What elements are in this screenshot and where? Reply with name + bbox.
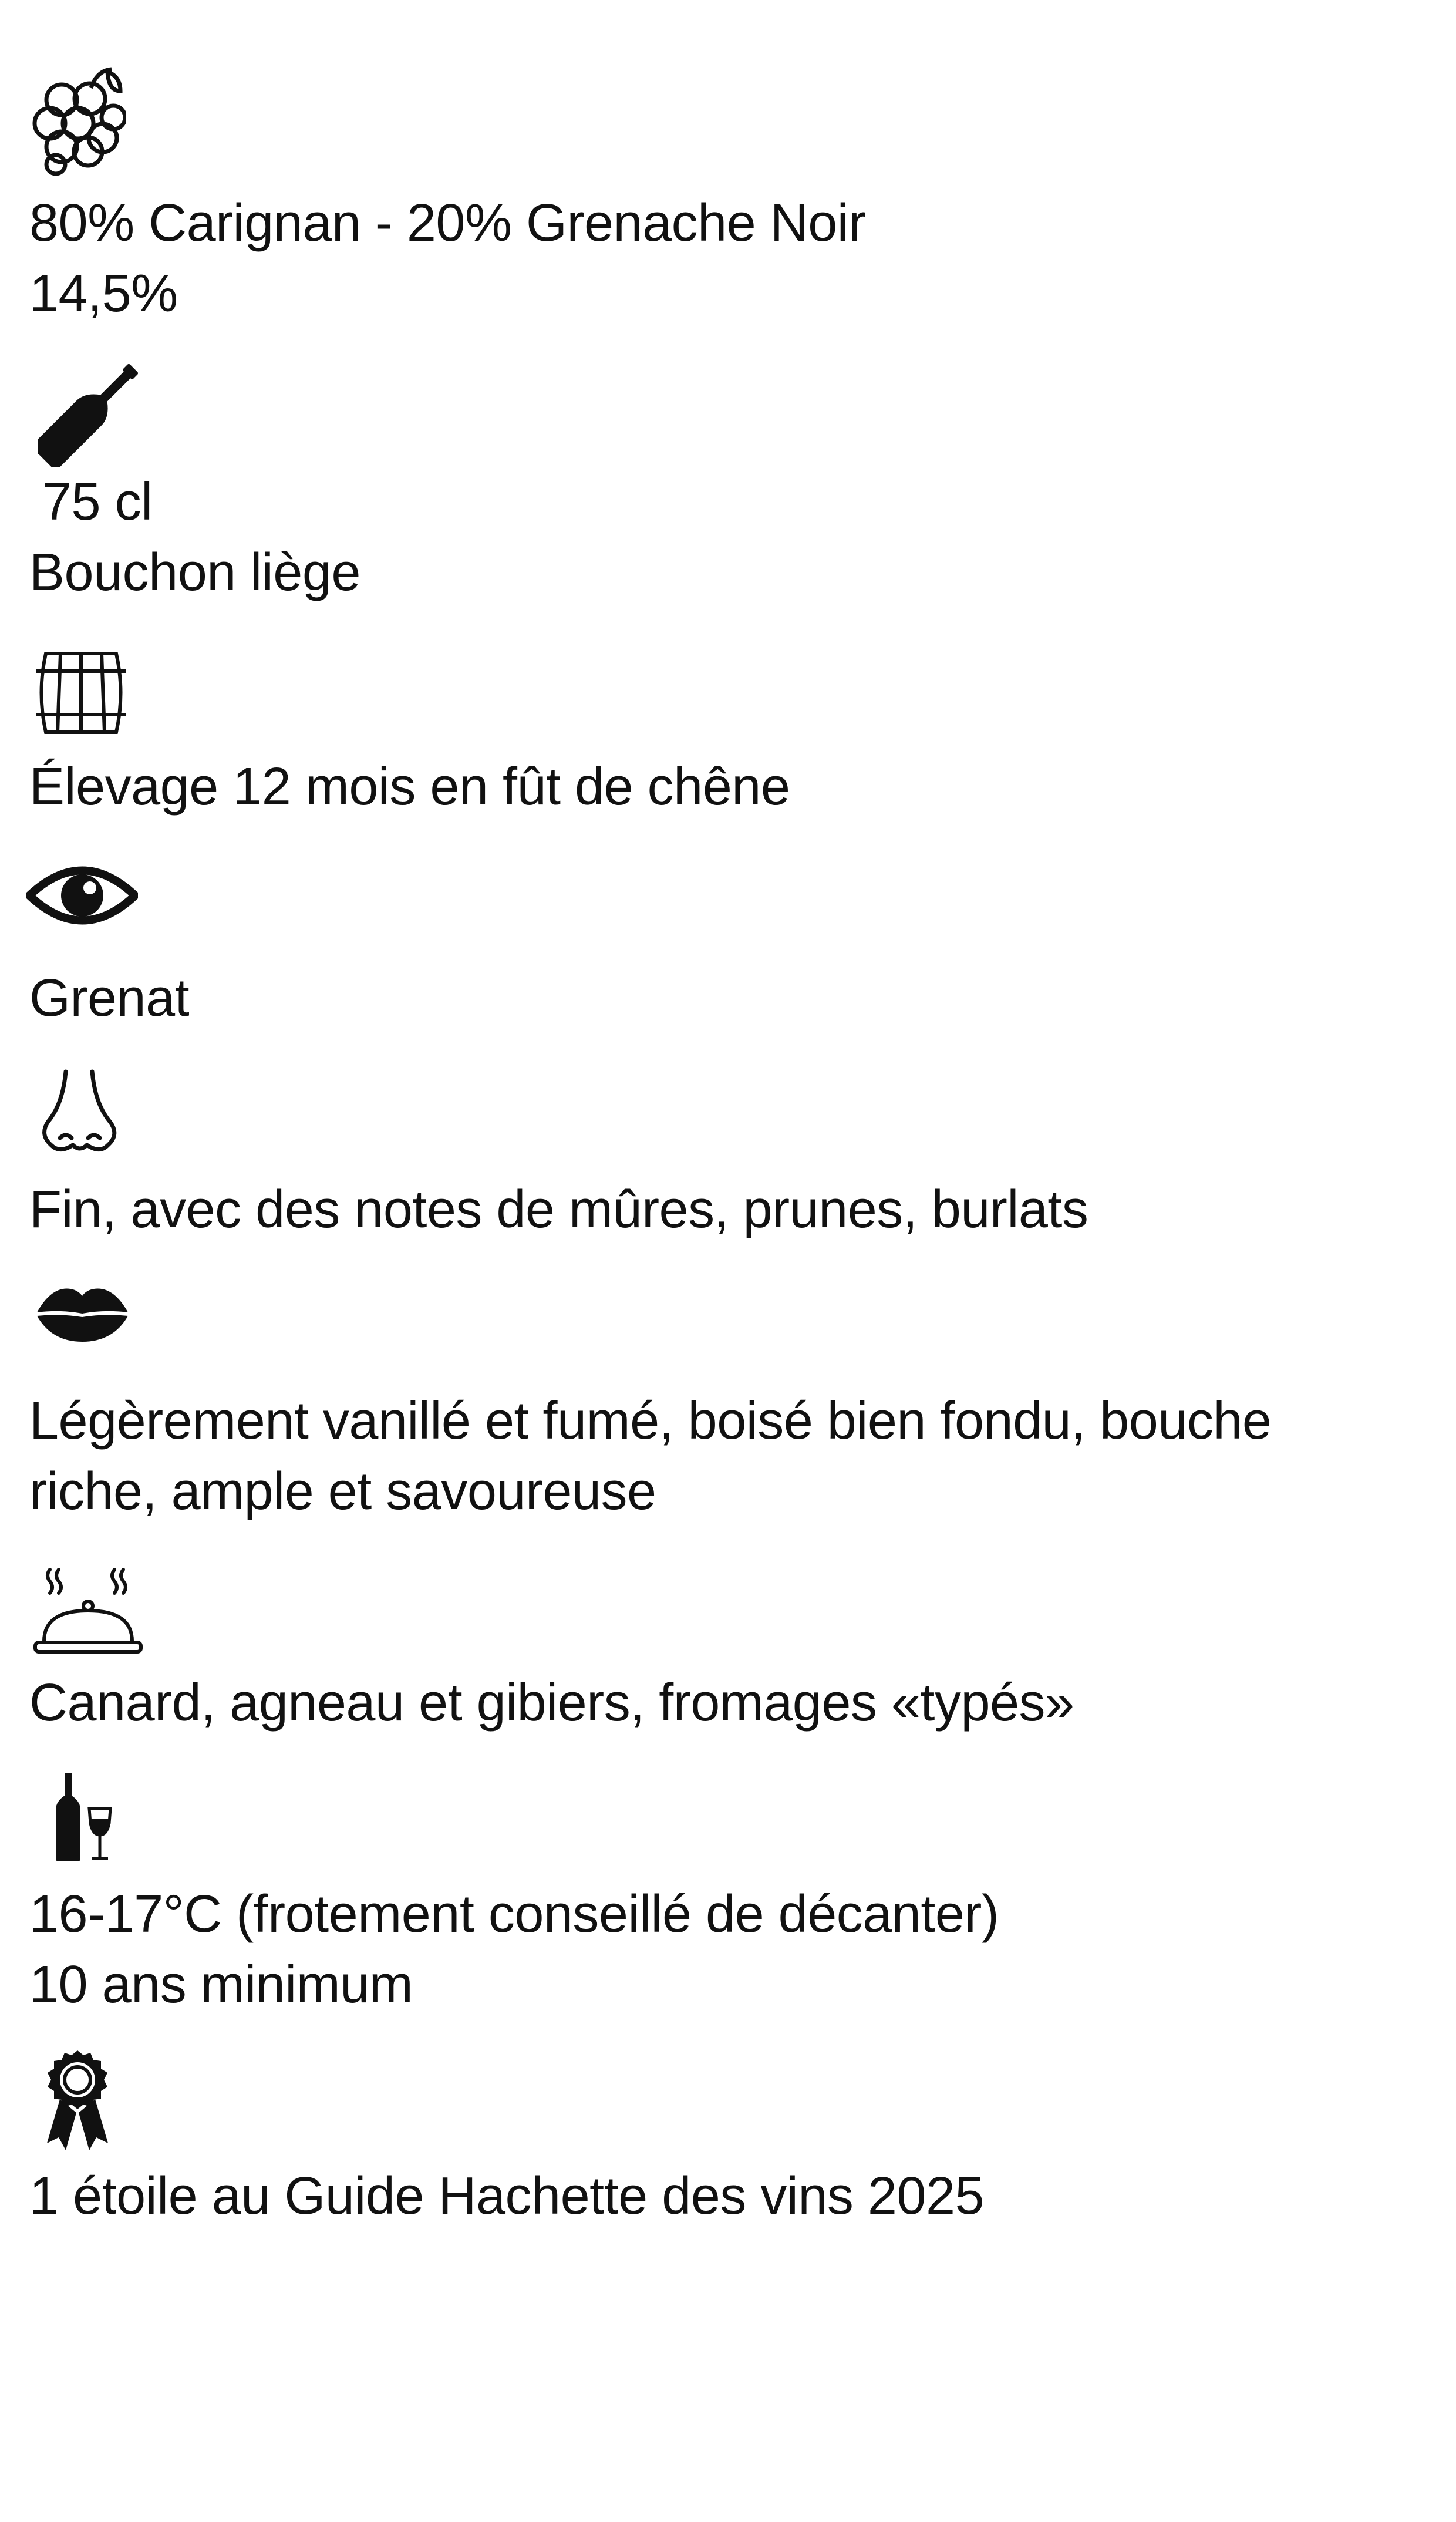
aroma-notes: Fin, avec des notes de mûres, prunes, burlats bbox=[29, 1180, 1088, 1239]
palate-line-2: riche, ample et savoureuse bbox=[29, 1462, 656, 1521]
grapes-icon bbox=[32, 65, 126, 176]
serving-temperature: 16-17°C (frotement conseillé de décanter) bbox=[29, 1885, 999, 1944]
award-ribbon-icon bbox=[42, 2049, 113, 2152]
nose-icon bbox=[36, 1069, 124, 1157]
wine-bottle-icon bbox=[38, 355, 144, 467]
alcohol-content: 14,5% bbox=[29, 264, 178, 323]
award-text: 1 étoile au Guide Hachette des vins 2025 bbox=[29, 2167, 985, 2225]
eye-icon bbox=[26, 857, 138, 934]
food-pairing: Canard, agneau et gibiers, fromages «typés» bbox=[29, 1674, 1074, 1732]
closure-type: Bouchon liège bbox=[29, 543, 360, 602]
bottle-glass-icon bbox=[53, 1773, 117, 1861]
ageing-info: Élevage 12 mois en fût de chêne bbox=[29, 757, 790, 816]
palate-line-1: Légèrement vanillé et fumé, boisé bien fondu, bouche bbox=[29, 1392, 1272, 1450]
cloche-icon bbox=[32, 1565, 144, 1656]
ageing-potential: 10 ans minimum bbox=[29, 1955, 413, 2014]
bottle-volume: 75 cl bbox=[42, 473, 153, 531]
lips-icon bbox=[34, 1283, 131, 1345]
grape-varieties: 80% Carignan - 20% Grenache Noir bbox=[29, 194, 866, 252]
visual-color: Grenat bbox=[29, 969, 190, 1028]
barrel-icon bbox=[34, 649, 128, 737]
